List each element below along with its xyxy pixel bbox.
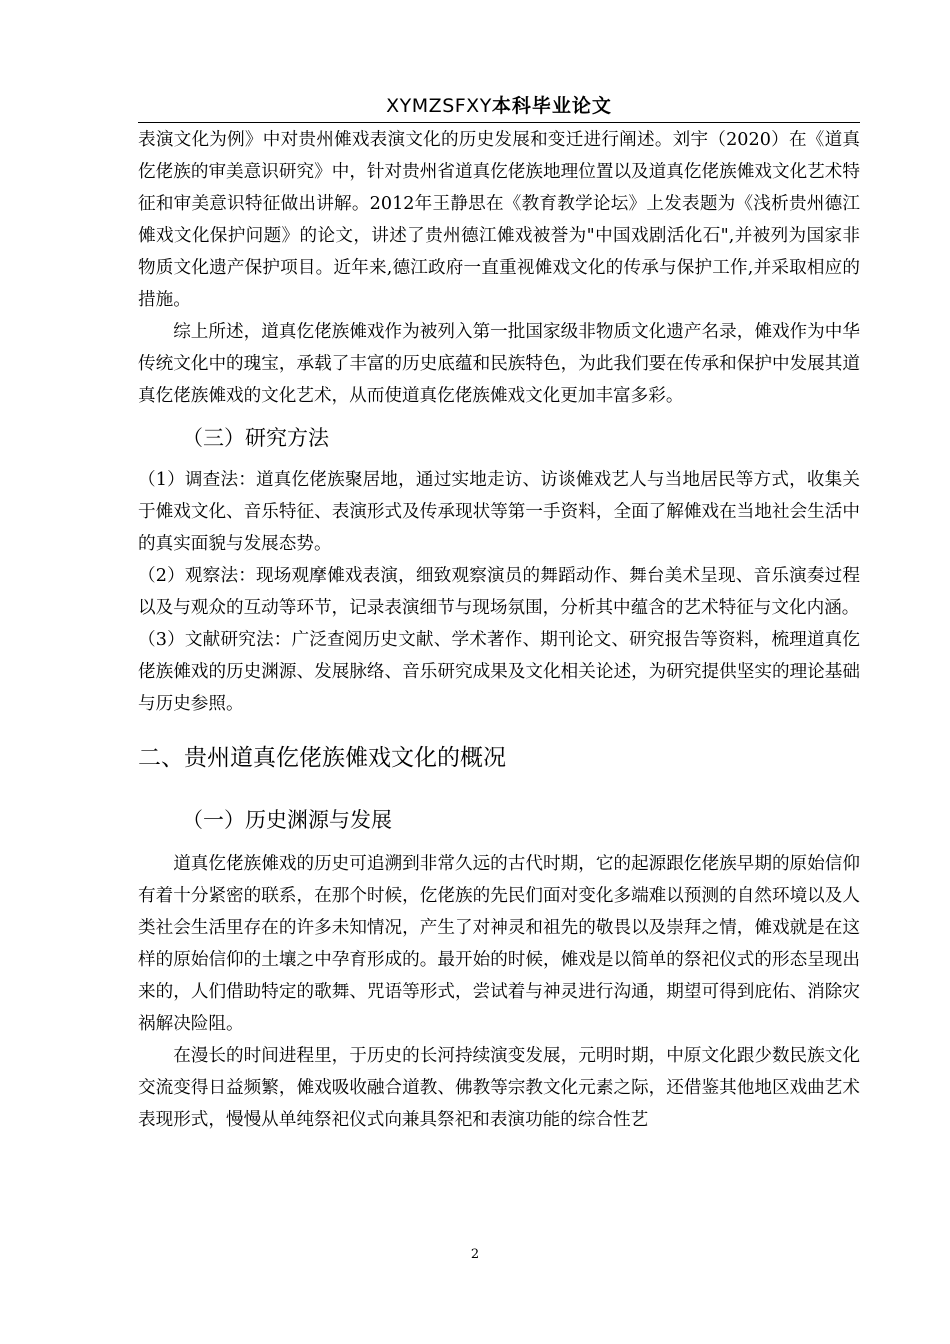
method-item: （2）观察法：现场观摩傩戏表演，细致观察演员的舞蹈动作、舞台美术呈现、音乐演奏过程以及与观众的互动等环节，记录表演细节与现场氛围，分析其中蕴含的艺术特征与文化内涵。 [138, 566, 860, 618]
body-paragraph: 道真仡佬族傩戏的历史可追溯到非常久远的古代时期，它的起源跟仡佬族早期的原始信仰有着十分紧密的联系，在那个时候，仡佬族的先民们面对变化多端难以预测的自然环境以及人类社会生活里存在的许多未知情况，产生了对神灵和祖先的敬畏以及崇拜之情，傩戏就是在这样的原始信仰的土壤之中孕育形成的。最开始的时候，傩戏是以简单的祭祀仪式的形态呈现出来的，人们借助特定的歌舞、咒语等形式，尝试着与神灵进行沟通，期望可得到庇佑、消除灾祸解决险阻。 [138, 854, 860, 1034]
page-header [138, 90, 860, 123]
page-body [138, 124, 860, 1136]
section-heading: （三）研究方法 [182, 426, 329, 450]
method-item: （3）文献研究法：广泛查阅历史文献、学术著作、期刊论文、研究报告等资料，梳理道真仡佬族傩戏的历史渊源、发展脉络、音乐研究成果及文化相关论述，为研究提供坚实的理论基础与历史参照。 [138, 630, 860, 714]
body-paragraph: 表演文化为例》中对贵州傩戏表演文化的历史发展和变迁进行阐述。刘宇（2020）在《道真仡佬族的审美意识研究》中，针对贵州省道真仡佬族地理位置以及道真仡佬族傩戏文化艺术特征和审美意识特征做出讲解。2012年王静思在《教育教学论坛》上发表题为《浅析贵州德江傩戏文化保护问题》的论文，讲述了贵州德江傩戏被誉为"中国戏剧活化石",并被列为国家非物质文化遗产保护项目。近年来,德江政府一直重视傩戏文化的传承与保护工作,并采取相应的措施。 [138, 130, 860, 310]
header-school-code: XYMZSFXY [386, 95, 492, 117]
body-paragraph: 在漫长的时间进程里，于历史的长河持续演变发展，元明时期，中原文化跟少数民族文化交流变得日益频繁，傩戏吸收融合道教、佛教等宗教文化元素之际，还借鉴其他地区戏曲艺术表现形式，慢慢从单纯祭祀仪式向兼具祭祀和表演功能的综合性艺 [138, 1046, 860, 1130]
body-paragraph: 综上所述，道真仡佬族傩戏作为被列入第一批国家级非物质文化遗产名录，傩戏作为中华传统文化中的瑰宝，承载了丰富的历史底蕴和民族特色，为此我们要在传承和保护中发展其道真仡佬族傩戏的文化艺术，从而使道真仡佬族傩戏文化更加丰富多彩。 [138, 322, 860, 406]
chapter-heading: 二、贵州道真仡佬族傩戏文化的概况 [138, 745, 506, 771]
header-title: 本科毕业论文 [491, 95, 612, 117]
method-item: （1）调查法：道真仡佬族聚居地，通过实地走访、访谈傩戏艺人与当地居民等方式，收集关于傩戏文化、音乐特征、表演形式及传承现状等第一手资料，全面了解傩戏在当地社会生活中的真实面貌与发展态势。 [138, 470, 860, 554]
section-heading: （一）历史渊源与发展 [182, 808, 392, 832]
page-number: 2 [470, 1247, 480, 1262]
